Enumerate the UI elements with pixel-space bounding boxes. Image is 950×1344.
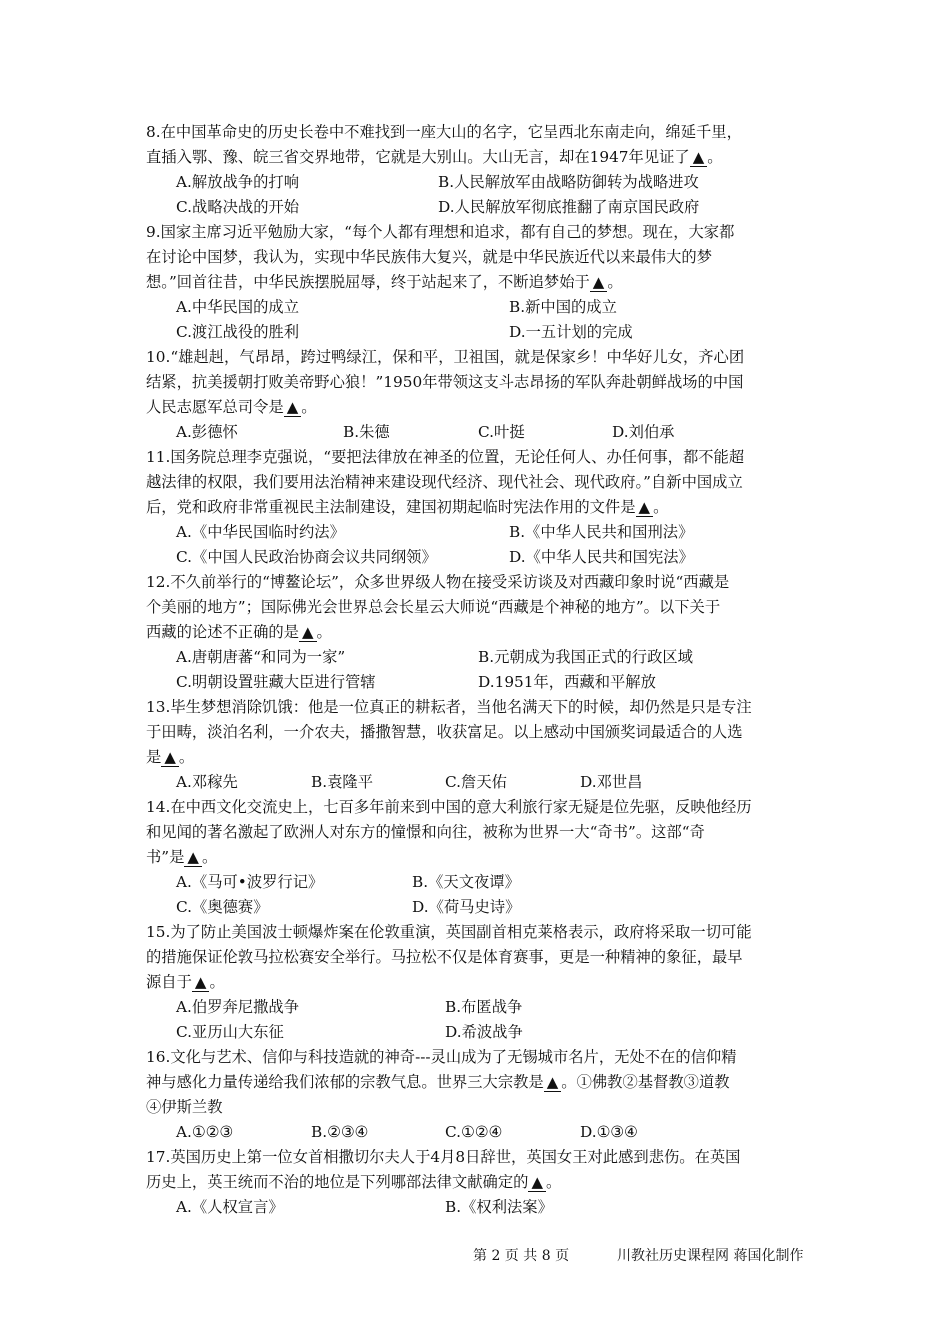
question-text: 越法律的权限，我们要用法治精神来建设现代经济、现代社会、现代政府。”自新中国成立 — [146, 473, 743, 491]
question-text: 12.不久前举行的“博鳌论坛”，众多世界级人物在接受采访谈及对西藏印象时说“西藏是 — [146, 573, 730, 591]
answer-blank — [544, 1073, 562, 1092]
answer-option: D.一五计划的完成 — [509, 323, 633, 341]
answer-blank — [192, 973, 210, 992]
answer-option: A.①②③ — [176, 1123, 234, 1141]
answer-option: B.新中国的成立 — [509, 298, 617, 316]
question-text-line — [146, 120, 811, 145]
question-text: 15.为了防止美国波士顿爆炸案在伦敦重演，英国副首相克莱格表示，政府将采取一切可能 — [146, 923, 752, 941]
answer-blank — [528, 1173, 546, 1192]
question-text: 10.“雄赳赳，气昂昂，跨过鸭绿江，保和平，卫祖国，就是保家乡！中华好儿女，齐心团 — [146, 348, 745, 366]
question-text: 个美丽的地方”；国际佛光会世界总会长星云大师说“西藏是个神秘的地方”。以下关于 — [146, 598, 721, 616]
question-text: 于田畴，淡泊名利，一介农夫，播撒智慧，收获富足。以上感动中国颁奖词最适合的人选 — [146, 723, 743, 741]
question-text: 的措施保证伦敦马拉松赛安全举行。马拉松不仅是体育赛事，更是一种精神的象征，最早 — [146, 948, 743, 966]
answer-option: B.②③④ — [311, 1123, 369, 1141]
option-row — [146, 1020, 811, 1045]
question-text: 神与感化力量传递给我们浓郁的宗教气息。世界三大宗教是 — [146, 1073, 544, 1091]
question-text: 14.在中西文化交流史上，七百多年前来到中国的意大利旅行家无疑是位先驱，反映他经历 — [146, 798, 752, 816]
question-tail: 。 — [653, 498, 669, 516]
question-block — [146, 920, 811, 1045]
question-text-line — [146, 720, 811, 745]
answer-marker-triangle: ▲ — [194, 973, 207, 991]
question-text: 17.英国历史上第一位女首相撒切尔夫人于4月8日辞世，英国女王对此感到悲伤。在英国 — [146, 1148, 741, 1166]
question-text-line — [146, 595, 811, 620]
question-tail: 。 — [178, 748, 195, 766]
option-row — [146, 1195, 811, 1220]
option-row — [146, 770, 811, 795]
question-text: 结紧，抗美援朝打败美帝野心狼！”1950年带领这支斗志昂扬的军队奔赴朝鲜战场的中国 — [146, 373, 744, 391]
question-text: 源自于 — [146, 973, 192, 991]
question-block — [146, 445, 811, 570]
question-text-line — [146, 395, 811, 420]
option-row — [146, 670, 811, 695]
answer-blank — [184, 848, 202, 867]
question-text: 13.毕生梦想消除饥饿：他是一位真正的耕耘者，当他名满天下的时候，却仍然是只是专注 — [146, 698, 752, 716]
answer-option: A.唐朝唐蕃“和同为一家” — [176, 648, 346, 666]
question-text-line — [146, 570, 811, 595]
answer-option: A.《中华民国临时约法》 — [176, 523, 345, 541]
answer-option: B.《权利法案》 — [445, 1198, 553, 1216]
question-text: 16.文化与艺术、信仰与科技造就的神奇---灵山成为了无锡城市名片，无处不在的信仰精 — [146, 1048, 737, 1066]
answer-option: B.人民解放军由战略防御转为战略进攻 — [438, 173, 699, 191]
question-text: 和见闻的著名激起了欧洲人对东方的憧憬和向往，被称为世界一大“奇书”。这部“奇 — [146, 823, 705, 841]
answer-option: B.《中华人民共和国刑法》 — [509, 523, 694, 541]
question-text: 历史上，英王统而不治的地位是下列哪部法律文献确定的 — [146, 1173, 529, 1191]
question-block — [146, 795, 811, 920]
question-text: 8.在中国革命史的历史长卷中不难找到一座大山的名字，它呈西北东南走向，绵延千里， — [146, 123, 742, 141]
answer-option: B.布匿战争 — [445, 998, 523, 1016]
answer-blank — [690, 148, 708, 167]
answer-option: B.《天文夜谭》 — [412, 873, 520, 891]
question-text-line — [146, 270, 811, 295]
answer-option: A.中华民国的成立 — [176, 298, 299, 316]
question-tail: 。 — [316, 623, 332, 641]
question-text-line: ④伊斯兰教 — [146, 1098, 223, 1116]
answer-option: C.战略决战的开始 — [176, 198, 300, 216]
question-text-line — [146, 345, 811, 370]
answer-blank — [299, 623, 317, 642]
page-number: 第 2 页 共 8 页 — [473, 1248, 570, 1264]
question-text: 后，党和政府非常重视民主法制建设，建国初期起临时宪法作用的文件是 — [146, 498, 636, 516]
question-text-line — [146, 470, 811, 495]
footer-credit: 川教社历史课程网 蒋国化制作 — [617, 1248, 804, 1264]
answer-option: C.詹天佑 — [445, 773, 507, 791]
question-text-line — [146, 145, 811, 170]
option-row — [146, 195, 811, 220]
answer-option: A.解放战争的打响 — [176, 173, 299, 191]
question-text-line — [146, 920, 811, 945]
answer-option: C.①②④ — [445, 1123, 503, 1141]
question-text-line — [146, 1070, 811, 1095]
question-tail: 。 — [545, 1173, 562, 1191]
question-tail: 。 — [707, 148, 723, 166]
question-text-line — [146, 845, 811, 870]
answer-option: A.《马可•波罗行记》 — [176, 873, 324, 891]
answer-option: B.元朝成为我国正式的行政区域 — [478, 648, 693, 666]
option-row — [146, 170, 811, 195]
question-text: 西藏的论述不正确的是 — [146, 623, 299, 641]
question-text-line — [146, 245, 811, 270]
question-text-line — [146, 820, 811, 845]
question-block — [146, 695, 811, 795]
question-text-line — [146, 445, 811, 470]
answer-option: A.《人权宣言》 — [176, 1198, 284, 1216]
question-block — [146, 120, 811, 220]
answer-option: D.1951年，西藏和平解放 — [478, 673, 656, 691]
option-row — [146, 545, 811, 570]
question-tail: 。 — [301, 398, 317, 416]
option-row — [146, 520, 811, 545]
answer-blank — [636, 498, 654, 517]
question-text-line — [146, 370, 811, 395]
answer-option: C.明朝设置驻藏大臣进行管辖 — [176, 673, 376, 691]
answer-option: D.《荷马史诗》 — [412, 898, 521, 916]
answer-option: D.希波战争 — [445, 1023, 523, 1041]
option-row — [146, 295, 811, 320]
question-text-line — [146, 795, 811, 820]
answer-option: A.邓稼先 — [176, 773, 238, 791]
answer-option: C.亚历山大东征 — [176, 1023, 284, 1041]
question-tail: 。①佛教②基督教③道教 — [561, 1073, 730, 1091]
question-text-line — [146, 220, 811, 245]
question-text: 想。”回首往昔，中华民族摆脱屈辱，终于站起来了，不断追梦始于 — [146, 273, 590, 291]
answer-option: C.《中国人民政治协商会议共同纲领》 — [176, 548, 437, 566]
answer-option: C.叶挺 — [478, 423, 525, 441]
answer-option: B.朱德 — [343, 423, 390, 441]
question-text-line — [146, 945, 811, 970]
option-row — [146, 995, 811, 1020]
answer-option: C.渡江战役的胜利 — [176, 323, 300, 341]
option-row — [146, 870, 811, 895]
answer-marker-triangle: ▲ — [301, 623, 314, 641]
answer-option: D.邓世昌 — [580, 773, 643, 791]
question-text: 人民志愿军总司令是 — [146, 398, 284, 416]
answer-option: D.刘伯承 — [612, 423, 675, 441]
question-text-line — [146, 1145, 811, 1170]
question-text-line — [146, 970, 811, 995]
answer-marker-triangle: ▲ — [164, 748, 176, 766]
answer-option: A.伯罗奔尼撒战争 — [176, 998, 299, 1016]
answer-marker-triangle: ▲ — [531, 1173, 543, 1191]
question-text: 在讨论中国梦，我认为，实现中华民族伟大复兴，就是中华民族近代以来最伟大的梦 — [146, 248, 712, 266]
question-text-line — [146, 745, 811, 770]
answer-blank — [590, 273, 608, 292]
question-text: 直插入鄂、豫、皖三省交界地带，它就是大别山。大山无言，却在1947年见证了 — [146, 148, 690, 166]
question-text-line — [146, 495, 811, 520]
question-block — [146, 1045, 811, 1145]
question-text: 书”是 — [146, 848, 185, 866]
question-text-line — [146, 1170, 811, 1195]
answer-option: B.袁隆平 — [311, 773, 373, 791]
option-row — [146, 320, 811, 345]
exam-content — [146, 120, 811, 1220]
answer-marker-triangle: ▲ — [592, 273, 605, 291]
question-tail: 。 — [201, 848, 218, 866]
question-text: 9.国家主席习近平勉励大家，“每个人都有理想和追求，都有自己的梦想。现在，大家都 — [146, 223, 735, 241]
answer-option: D.①③④ — [580, 1123, 638, 1141]
answer-marker-triangle: ▲ — [286, 398, 299, 416]
answer-option: D.《中华人民共和国宪法》 — [509, 548, 694, 566]
answer-marker-triangle: ▲ — [546, 1073, 559, 1091]
answer-option: C.《奥德赛》 — [176, 898, 269, 916]
answer-marker-triangle: ▲ — [692, 148, 705, 166]
answer-option: A.彭德怀 — [176, 423, 238, 441]
question-text: 是 — [146, 748, 162, 766]
answer-marker-triangle: ▲ — [638, 498, 651, 516]
answer-marker-triangle: ▲ — [187, 848, 199, 866]
question-block — [146, 220, 811, 345]
answer-blank — [284, 398, 302, 417]
answer-blank — [161, 748, 179, 767]
question-block — [146, 1145, 811, 1220]
answer-option: D.人民解放军彻底推翻了南京国民政府 — [438, 198, 700, 216]
option-row — [146, 420, 811, 445]
question-tail: 。 — [209, 973, 225, 991]
question-text-line — [146, 695, 811, 720]
question-block — [146, 570, 811, 695]
question-block — [146, 345, 811, 445]
question-text: 11.国务院总理李克强说，“要把法律放在神圣的位置，无论任何人、办任何事，都不能超 — [146, 448, 745, 466]
option-row — [146, 1120, 811, 1145]
question-text-line — [146, 620, 811, 645]
option-row — [146, 645, 811, 670]
question-text-line — [146, 1045, 811, 1070]
option-row — [146, 895, 811, 920]
question-tail: 。 — [607, 273, 623, 291]
